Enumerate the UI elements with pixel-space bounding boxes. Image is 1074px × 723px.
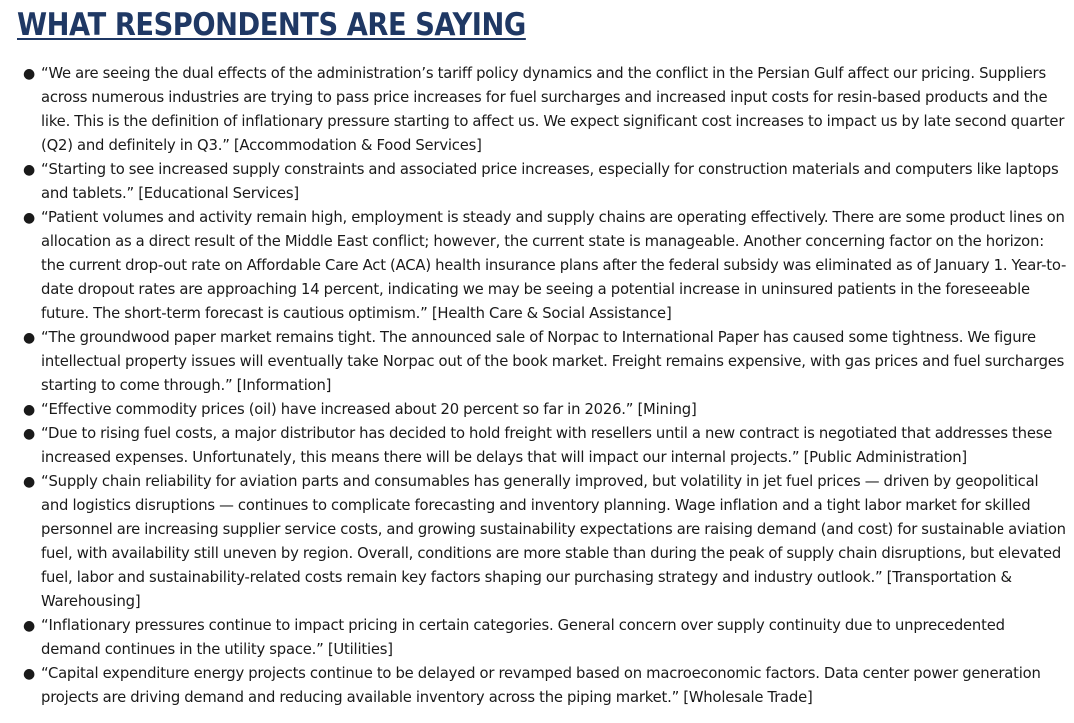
- quote-item: [17, 662, 1068, 710]
- section-heading: WHAT RESPONDENTS ARE SAYING: [17, 7, 526, 43]
- bullet-icon: ●: [23, 402, 36, 418]
- bullet-icon: ●: [23, 618, 36, 634]
- bullet-icon: ●: [23, 666, 36, 682]
- quote-text: “Due to rising fuel costs, a major distributor has decided to hold freight with resellers until a new contract is negotiated that addresses these increased expenses. Unfortunately, this means there will be delays that will impact our internal projects.” [Public Administration]: [41, 425, 1053, 466]
- quote-text: “We are seeing the dual effects of the administration’s tariff policy dynamics and the conflict in the Persian Gulf affect our pricing. Suppliers across numerous industries are trying to pass price increases for fuel surcharges and increased input costs for resin-based products and the like. This is the definition of inflationary pressure starting to affect us. We expect significant cost increases to impact us by late second quarter (Q2) and definitely in Q3.” [Accommodation & Food Services]: [41, 65, 1065, 154]
- quote-item: [17, 206, 1068, 326]
- bullet-icon: ●: [23, 66, 36, 82]
- quote-text: “Capital expenditure energy projects continue to be delayed or revamped based on macroeconomic factors. Data center power generation projects are driving demand and reducing available inventory across the piping market.” [Wholesale Trade]: [41, 665, 1041, 706]
- quote-text: “The groundwood paper market remains tight. The announced sale of Norpac to International Paper has caused some tightness. We figure intellectual property issues will eventually take Norpac out of the book market. Freight remains expensive, with gas prices and fuel surcharges starting to come through.” [Information]: [41, 329, 1065, 394]
- bullet-icon: ●: [23, 426, 36, 442]
- quote-item: [17, 614, 1068, 662]
- bullet-icon: ●: [23, 330, 36, 346]
- quote-item: [17, 326, 1068, 398]
- quote-item: [17, 62, 1068, 158]
- quote-item: [17, 470, 1068, 614]
- quote-text: “Starting to see increased supply constraints and associated price increases, especially for construction materials and computers like laptops and tablets.” [Educational Services]: [41, 161, 1059, 202]
- bullet-icon: ●: [23, 210, 36, 226]
- quote-text: “Inflationary pressures continue to impact pricing in certain categories. General concern over supply continuity due to unprecedented demand continues in the utility space.” [Utilities]: [41, 617, 1005, 658]
- quote-text: “Patient volumes and activity remain high, employment is steady and supply chains are operating effectively. There are some product lines on allocation as a direct result of the Middle East conflict; however, the current state is manageable. Another concerning factor on the horizon: the current drop-out rate on Affordable Care Act (ACA) health insurance plans after the federal subsidy was eliminated as of January 1. Year-to-date dropout rates are approaching 14 percent, indicating we may be seeing a potential increase in uninsured patients in the foreseeable future. The short-term forecast is cautious optimism.” [Health Care & Social Assistance]: [41, 209, 1067, 322]
- quote-text: “Supply chain reliability for aviation parts and consumables has generally improved, but volatility in jet fuel prices — driven by geopolitical and logistics disruptions — continues to complicate forecasting and inventory planning. Wage inflation and a tight labor market for skilled personnel are increasing supplier service costs, and growing sustainability expectations are raising demand (and cost) for sustainable aviation fuel, with availability still uneven by region. Overall, conditions are more stable than during the peak of supply chain disruptions, but elevated fuel, labor and sustainability-related costs remain key factors shaping our purchasing strategy and industry outlook.” [Transportation & Warehousing]: [41, 473, 1066, 610]
- quote-item: [17, 158, 1068, 206]
- quote-text: “Effective commodity prices (oil) have increased about 20 percent so far in 2026.” [Mining]: [41, 401, 697, 418]
- quote-item: [17, 398, 1068, 422]
- bullet-icon: ●: [23, 162, 36, 178]
- bullet-icon: ●: [23, 474, 36, 490]
- quote-list: [17, 62, 1068, 710]
- quote-item: [17, 422, 1068, 470]
